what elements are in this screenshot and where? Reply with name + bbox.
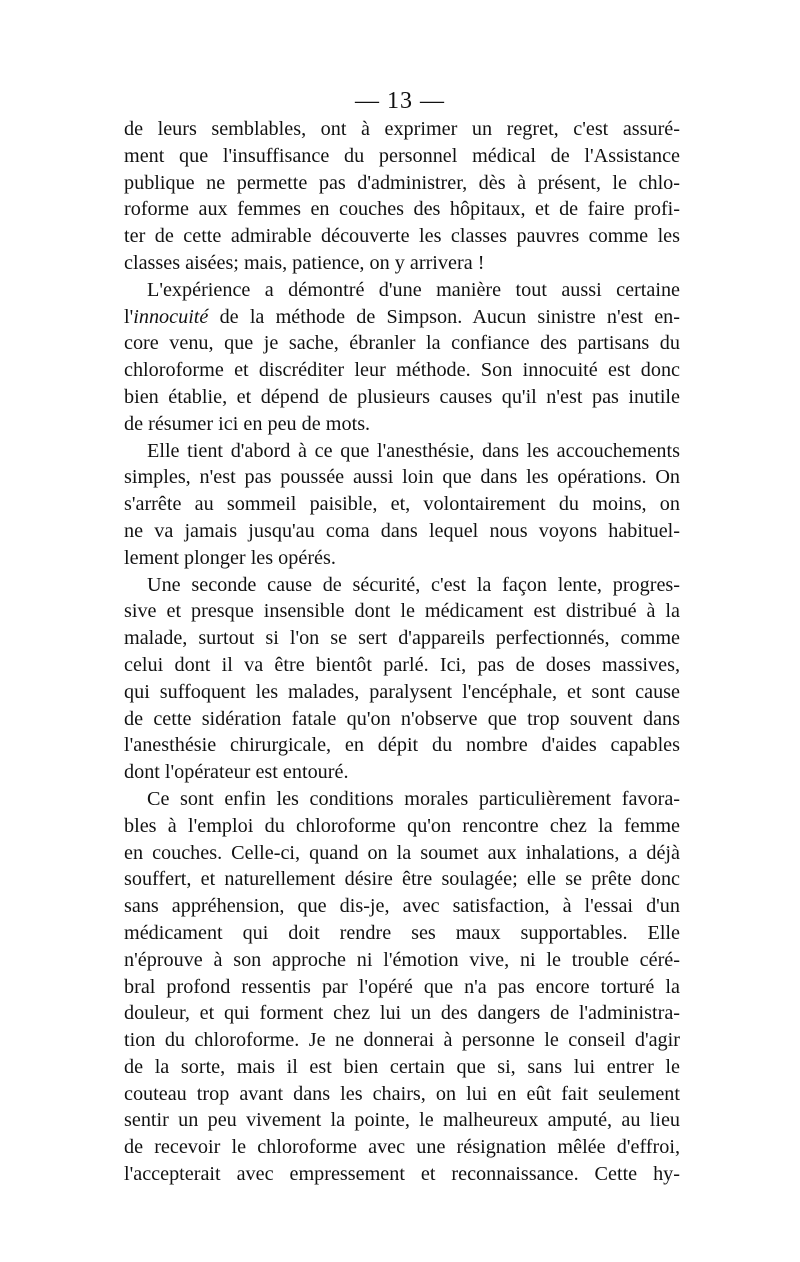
text-line: l'accepterait avec empressement et reconnaissance. Cette hy- — [124, 1163, 680, 1186]
text-line: ment que l'insuffisance du personnel médical de l'Assistance — [124, 144, 680, 167]
text-line: sans appréhension, que dis-je, avec satisfaction, à l'essai d'un — [124, 895, 680, 918]
text-line: de cette sidération fatale qu'on n'observe que trop souvent dans — [124, 707, 680, 730]
text-line: bien établie, et dépend de plusieurs causes qu'il n'est pas inutile — [124, 385, 680, 408]
paragraph-3 — [124, 438, 680, 572]
text-line: celui dont il va être bientôt parlé. Ici, pas de doses massives, — [124, 653, 680, 676]
text-line: L'expérience a démontré d'une manière tout aussi certaine — [147, 278, 680, 301]
text-line: ter de cette admirable découverte les classes pauvres comme les — [124, 225, 680, 248]
text-line: de la sorte, mais il est bien certain que si, sans lui entrer le — [124, 1055, 680, 1078]
body-text — [124, 116, 680, 1188]
text-line: qui suffoquent les malades, paralysent l'encéphale, et sont cause — [124, 680, 680, 703]
text-line: roforme aux femmes en couches des hôpitaux, et de faire profi- — [124, 198, 680, 221]
text-line: Ce sont enfin les conditions morales particulièrement favora- — [147, 787, 680, 810]
text-line: simples, n'est pas poussée aussi loin que dans les opérations. On — [124, 466, 680, 489]
text-line: bles à l'emploi du chloroforme qu'on rencontre chez la femme — [124, 814, 680, 837]
text-line: l'anesthésie chirurgicale, en dépit du nombre d'aides capables — [124, 734, 680, 757]
text-line: couteau trop avant dans les chairs, on lui en eût fait seulement — [124, 1082, 680, 1105]
text-line: ne va jamais jusqu'au coma dans lequel nous voyons habituel- — [124, 519, 680, 542]
text-line: bral profond ressentis par l'opéré que n'a pas encore torturé la — [124, 975, 680, 998]
text-line: de leurs semblables, ont à exprimer un regret, c'est assuré- — [124, 118, 680, 140]
text-line: publique ne permette pas d'administrer, dès à présent, le chlo- — [124, 171, 680, 194]
text-line: médicament qui doit rendre ses maux supportables. Elle — [124, 921, 680, 944]
text-fragment: l' — [124, 305, 134, 328]
text-line: core venu, que je sache, ébranler la confiance des partisans du — [124, 332, 680, 355]
text-line-with-italic — [124, 304, 680, 331]
text-line: de recevoir le chloroforme avec une résignation mêlée d'effroi, — [124, 1136, 680, 1159]
text-line: Elle tient d'abord à ce que l'anesthésie, dans les accouchements — [147, 439, 680, 462]
paragraph-5 — [124, 786, 680, 1188]
text-line: Une seconde cause de sécurité, c'est la façon lente, progres- — [147, 573, 680, 596]
text-line: sive et presque insensible dont le médicament est distribué à la — [124, 600, 680, 623]
text-line: malade, surtout si l'on se sert d'appareils perfectionnés, comme — [124, 627, 680, 650]
text-line: tion du chloroforme. Je ne donnerai à personne le conseil d'agir — [124, 1029, 680, 1052]
text-line: de résumer ici en peu de mots. — [124, 412, 371, 435]
text-line: en couches. Celle-ci, quand on la soumet aux inhalations, a déjà — [124, 841, 680, 864]
paragraph-4 — [124, 572, 680, 786]
text-line: n'éprouve à son approche ni l'émotion vive, ni le trouble céré- — [124, 948, 680, 971]
text-line: classes aisées; mais, patience, on y arrivera ! — [124, 251, 485, 274]
paragraph-1 — [124, 116, 680, 277]
text-line: souffert, et naturellement désire être soulagée; elle se prête donc — [124, 868, 680, 891]
text-line: dont l'opérateur est entouré. — [124, 761, 349, 784]
text-line: lement plonger les opérés. — [124, 546, 336, 569]
page-number: — 13 — — [355, 88, 445, 114]
text-line: sentir un peu vivement la pointe, le malheureux amputé, au lieu — [124, 1109, 680, 1132]
paragraph-2 — [124, 277, 680, 438]
text-line: douleur, et qui forment chez lui un des dangers de l'administra- — [124, 1002, 680, 1025]
text-fragment: de la méthode de Simpson. Aucun sinistre n'est en- — [208, 305, 680, 328]
text-line: s'arrête au sommeil paisible, et, volontairement du moins, on — [124, 493, 680, 516]
italic-word: innocuité — [133, 305, 209, 328]
text-line: chloroforme et discréditer leur méthode. Son innocuité est donc — [124, 359, 680, 382]
